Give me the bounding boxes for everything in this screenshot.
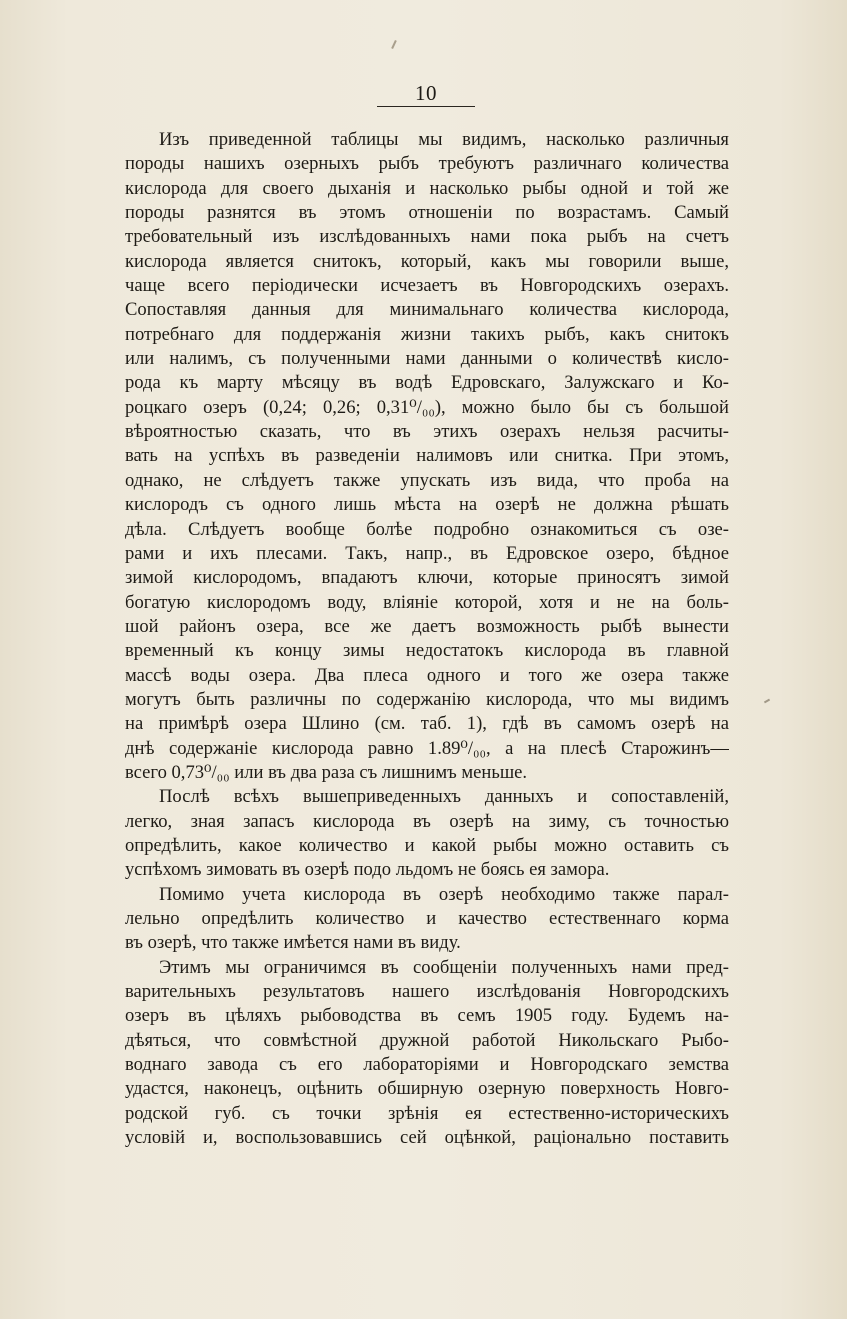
text-line: породы разнятся въ этомъ отношеніи по возрастамъ. Самый: [125, 202, 729, 224]
text-line: породы нашихъ озерныхъ рыбъ требуютъ различнаго количества: [125, 153, 729, 175]
text-line: чаще всего періодически исчезаетъ въ Новгородскихъ озерахъ.: [125, 275, 729, 297]
text-line: вѣроятностью сказать, что въ этихъ озерахъ нельзя расчиты-: [125, 421, 729, 443]
page-number-rule: [377, 106, 475, 107]
text-line: удастся, наконецъ, оцѣнить обширную озерную поверхность Новго-: [125, 1078, 729, 1100]
text-line: дѣяться, что совмѣстной дружной работой Никольскаго Рыбо-: [125, 1029, 729, 1051]
text-line: богатую кислородомъ воду, вліяніе которой, хотя и не на боль-: [125, 591, 729, 613]
text-line: или налимъ, съ полученными нами данными о количествѣ кисло-: [125, 348, 729, 370]
text-line: кислородъ съ одного лишь мѣста на озерѣ не должна рѣшать: [125, 494, 729, 516]
text-line: условій и, воспользовавшись сей оцѣнкой, раціонально поставить: [125, 1127, 729, 1149]
text-line: требовательный изъ изслѣдованныхъ нами пока рыбъ на счетъ: [125, 226, 729, 248]
text-line: зимой кислородомъ, впадаютъ ключи, которые приносятъ зимой: [125, 567, 729, 589]
text-line: днѣ содержаніе кислорода равно 1.89⁰/₀₀, а на плесѣ Старожинъ—: [125, 737, 729, 759]
page-number: 10: [415, 81, 437, 105]
text-line: однако, не слѣдуетъ также упускать изъ вида, что проба на: [125, 469, 729, 491]
text-line: всего 0,73⁰/₀₀ или въ два раза съ лишнимъ меньше.: [125, 761, 528, 783]
text-line: Этимъ мы ограничимся въ сообщеніи полученныхъ нами пред-: [159, 956, 729, 978]
text-line: опредѣлить, какое количество и какой рыбы можно оставить съ: [125, 834, 729, 856]
text-line: рода къ марту мѣсяцу въ водѣ Едровскаго, Залужскаго и Ко-: [125, 372, 729, 394]
text-line: лельно опредѣлить количество и качество естественнаго корма: [125, 908, 729, 929]
stray-pencil-mark: [391, 40, 397, 49]
margin-mark: [764, 699, 770, 704]
text-line: массѣ воды озера. Два плеса одного и того же озера также: [125, 664, 729, 686]
text-line: могутъ быть различны по содержанію кислорода, что мы видимъ: [125, 688, 729, 710]
text-line: успѣхомъ зимовать въ озерѣ подо льдомъ не боясь ея замора.: [125, 859, 610, 881]
text-line: озеръ въ цѣляхъ рыбоводства въ семъ 1905 году. Будемъ на-: [125, 1005, 729, 1027]
text-line: Сопоставляя данныя для минимальнаго количества кислорода,: [125, 299, 729, 321]
text-line: шой районъ озера, все же даетъ возможность рыбѣ вынести: [125, 615, 729, 637]
text-line: въ озерѣ, что также имѣется нами въ виду.: [125, 932, 461, 954]
text-line: потребнаго для поддержанія жизни такихъ рыбъ, какъ снитокъ: [125, 323, 729, 345]
text-line: Помимо учета кислорода въ озерѣ необходимо также парал-: [159, 883, 729, 905]
text-line: на примѣрѣ озера Шлино (см. таб. 1), гдѣ въ самомъ озерѣ на: [125, 713, 729, 735]
text-line: вать на успѣхъ въ разведеніи налимовъ или снитка. При этомъ,: [125, 445, 729, 467]
text-line: Изъ приведенной таблицы мы видимъ, насколько различныя: [159, 129, 729, 150]
text-line: родской губ. съ точки зрѣнія ея естественно-историческихъ: [125, 1102, 729, 1124]
text-line: роцкаго озеръ (0,24; 0,26; 0,31⁰/₀₀), можно было бы съ большой: [125, 396, 729, 418]
text-line: дѣла. Слѣдуетъ вообще болѣе подробно ознакомиться съ озе-: [125, 518, 729, 540]
text-line: рами и ихъ плесами. Такъ, напр., въ Едровское озеро, бѣдное: [125, 542, 729, 564]
text-line: временный къ концу зимы недостатокъ кислорода въ главной: [125, 640, 729, 662]
text-line: воднаго завода съ его лабораторіями и Новгородскаго земства: [125, 1054, 729, 1076]
text-line: Послѣ всѣхъ вышеприведенныхъ данныхъ и сопоставленій,: [159, 786, 729, 808]
text-line: варительныхъ результатовъ нашего изслѣдованія Новгородскихъ: [125, 981, 729, 1003]
text-line: кислорода для своего дыханія и насколько рыбы одной и той же: [125, 177, 729, 199]
body-text: [125, 128, 729, 1150]
text-line: легко, зная запасъ кислорода въ озерѣ на зиму, съ точностью: [125, 810, 729, 832]
text-line: кислорода является снитокъ, который, какъ мы говорили выше,: [125, 250, 729, 272]
